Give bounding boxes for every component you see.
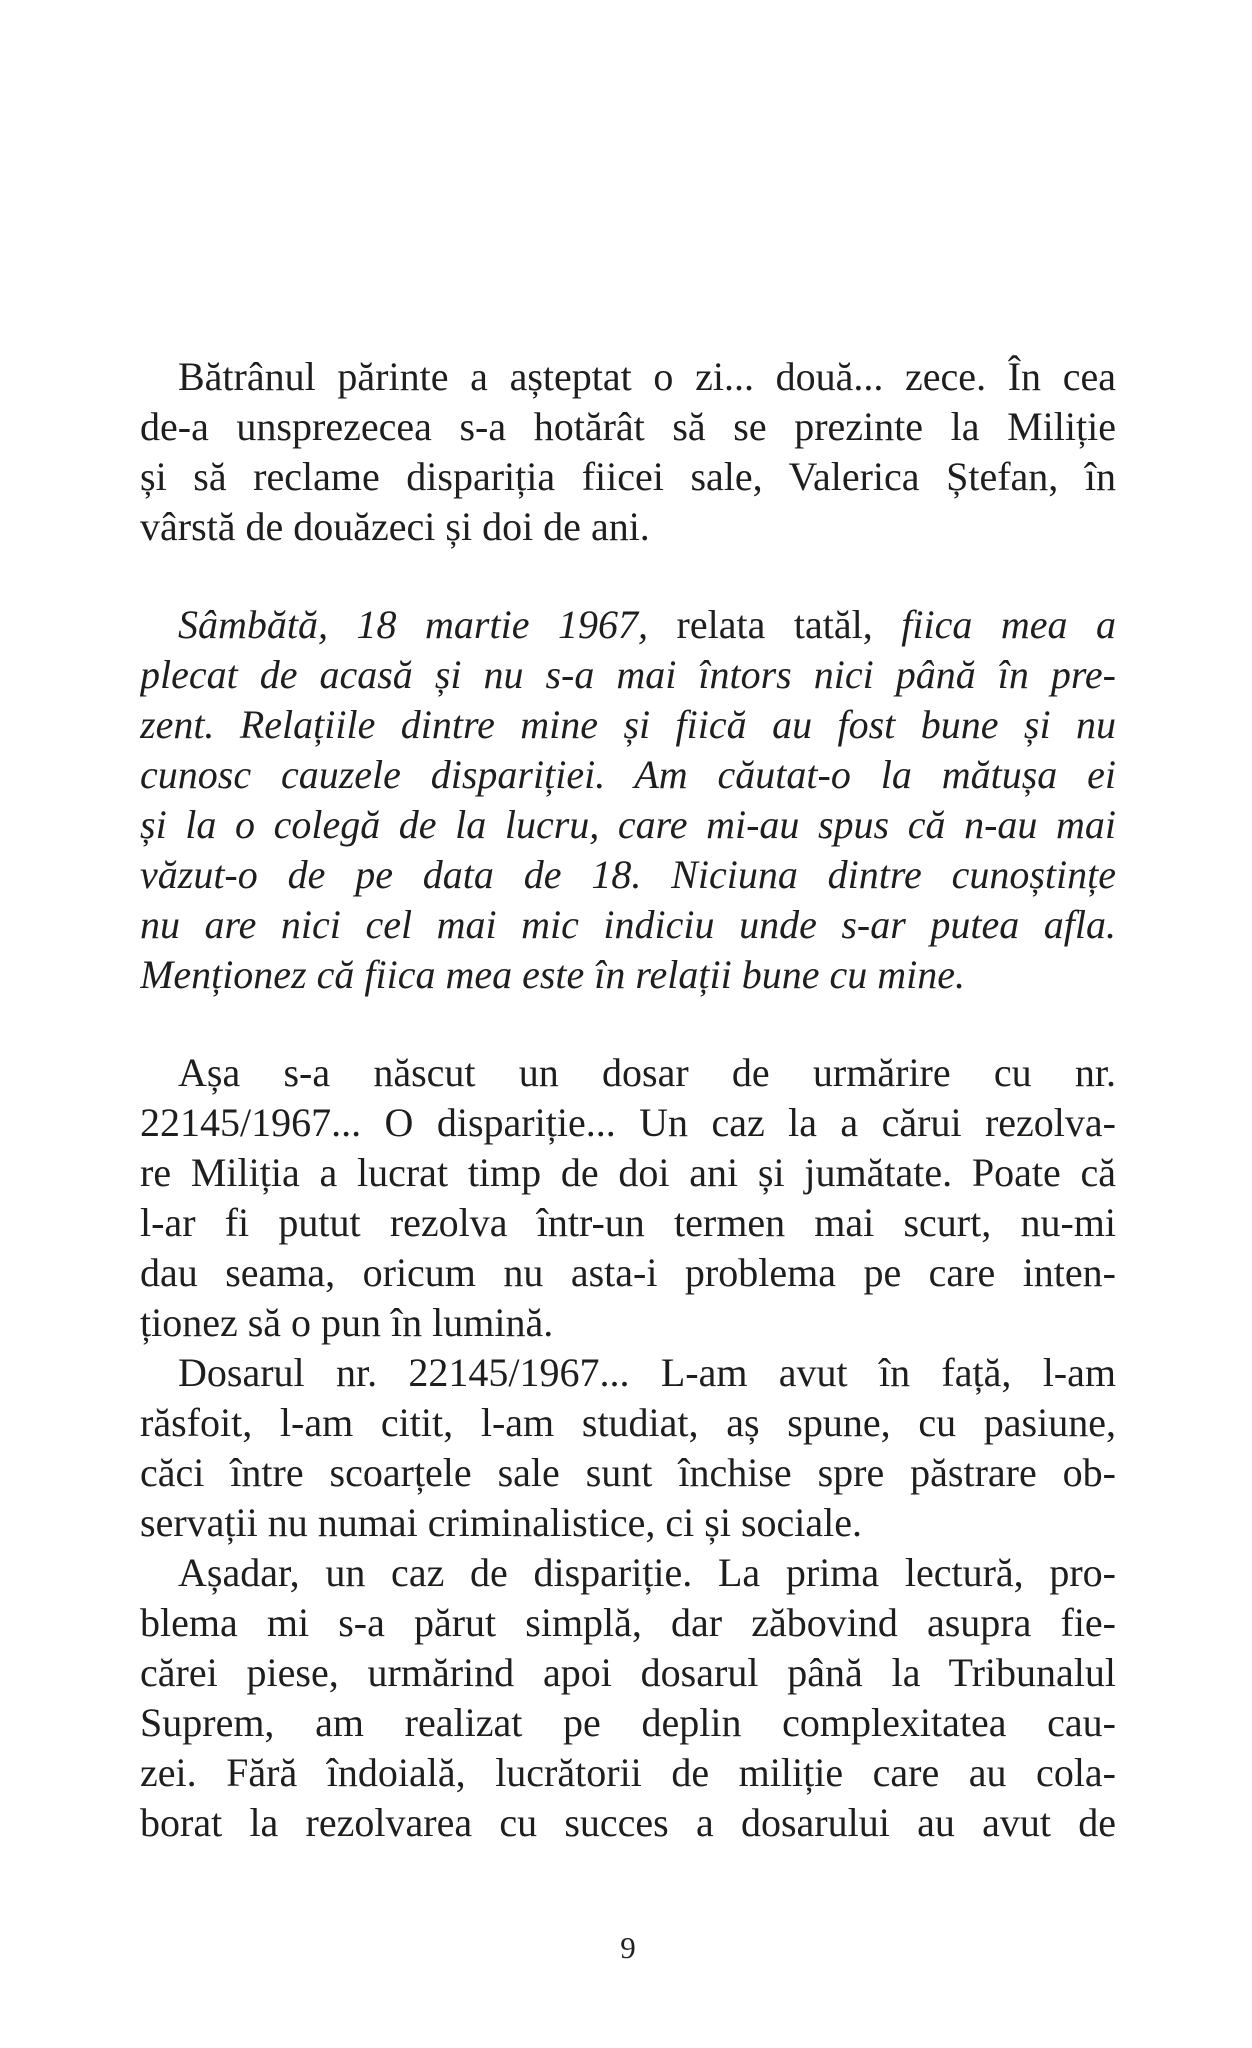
text-line: [140, 402, 1116, 452]
body-text: re Miliția a lucrat timp de doi ani și jumătate. Poate că: [140, 1150, 1116, 1195]
quote-text: fiica mea a: [901, 602, 1116, 647]
body-text: blema mi s-a părut simplă, dar zăbovind asupra fie-: [140, 1600, 1116, 1645]
paragraph-5: [140, 1548, 1116, 1848]
body-text: căci între scoarțele sale sunt închise spre păstrare ob-: [140, 1450, 1116, 1495]
quote-text: cunosc cauzele dispariției. Am căutat-o la mătușa ei: [140, 752, 1116, 797]
quote-text: și la o colegă de la lucru, care mi-au spus că n-au mai: [140, 802, 1116, 847]
text-line: [140, 1798, 1116, 1848]
quote-text: plecat de acasă și nu s-a mai întors nici până în pre-: [140, 652, 1116, 697]
text-line: [140, 1448, 1116, 1498]
body-text: Dosarul nr. 22145/1967... L-am avut în față, l-am: [178, 1350, 1116, 1395]
text-line: [140, 850, 1116, 900]
text-line: [140, 700, 1116, 750]
text-line: [140, 1348, 1116, 1398]
page-number: 9: [620, 1930, 636, 1965]
body-text: servații nu numai criminalistice, ci și sociale.: [140, 1500, 863, 1545]
text-line: [140, 1298, 1116, 1348]
paragraph-4: [140, 1348, 1116, 1548]
text-line: [140, 1648, 1116, 1698]
body-text: de-a unsprezecea s-a hotărât să se prezinte la Miliție: [140, 404, 1116, 449]
body-text: răsfoit, l-am citit, l-am studiat, aș spune, cu pasiune,: [140, 1400, 1116, 1445]
text-line: [140, 1498, 1116, 1548]
body-text: borat la rezolvarea cu succes a dosarului au avut de: [140, 1800, 1116, 1845]
body-text: zei. Fără îndoială, lucrătorii de miliție care au cola-: [140, 1750, 1116, 1795]
body-text: vârstă de douăzeci și doi de ani.: [140, 504, 650, 549]
body-text: ționez să o pun în lumină.: [140, 1300, 554, 1345]
paragraph-2: [140, 600, 1116, 1000]
text-line: [140, 900, 1116, 950]
text-line: [140, 1148, 1116, 1198]
text-line: [140, 650, 1116, 700]
text-line: [140, 600, 1116, 650]
body-text: Bătrânul părinte a așteptat o zi... două... zece. În cea: [178, 354, 1116, 399]
text-line: [140, 352, 1116, 402]
text-line: [140, 1598, 1116, 1648]
text-line: [140, 452, 1116, 502]
body-text: Așadar, un caz de dispariție. La prima lectură, pro-: [178, 1550, 1116, 1595]
text-line: [140, 1548, 1116, 1598]
text-block: [140, 352, 1116, 1848]
text-line: [140, 1048, 1116, 1098]
text-line: [140, 502, 1116, 552]
text-line: [140, 1198, 1116, 1248]
body-text: și să reclame dispariția fiicei sale, Valerica Ștefan, în: [140, 454, 1116, 499]
paragraph-1: [140, 352, 1116, 552]
quote-text: nu are nici cel mai mic indiciu unde s-ar putea afla.: [140, 902, 1116, 947]
text-line: [140, 1098, 1116, 1148]
text-line: [140, 1698, 1116, 1748]
body-text: 22145/1967... O dispariție... Un caz la a cărui rezolva-: [140, 1100, 1116, 1145]
paragraph-3: [140, 1048, 1116, 1348]
text-line: [140, 1398, 1116, 1448]
body-text: Suprem, am realizat pe deplin complexitatea cau-: [140, 1700, 1116, 1745]
body-text: cărei piese, urmărind apoi dosarul până la Tribunalul: [140, 1650, 1116, 1695]
body-text: Așa s-a născut un dosar de urmărire cu nr.: [178, 1050, 1116, 1095]
text-line: [140, 1248, 1116, 1298]
body-text: relata tatăl,: [676, 602, 902, 647]
text-line: [140, 950, 1116, 1000]
quote-text: zent. Relațiile dintre mine și fiică au fost bune și nu: [140, 702, 1116, 747]
quote-text: Menționez că fiica mea este în relații bune cu mine.: [140, 952, 965, 997]
text-line: [140, 1748, 1116, 1798]
quote-text: Sâmbătă, 18 martie 1967,: [178, 602, 677, 647]
text-line: [140, 750, 1116, 800]
text-line: [140, 800, 1116, 850]
quote-text: văzut-o de pe data de 18. Niciuna dintre cunoștințe: [140, 852, 1116, 897]
body-text: l-ar fi putut rezolva într-un termen mai scurt, nu-mi: [140, 1200, 1116, 1245]
body-text: dau seama, oricum nu asta-i problema pe care inten-: [140, 1250, 1116, 1295]
